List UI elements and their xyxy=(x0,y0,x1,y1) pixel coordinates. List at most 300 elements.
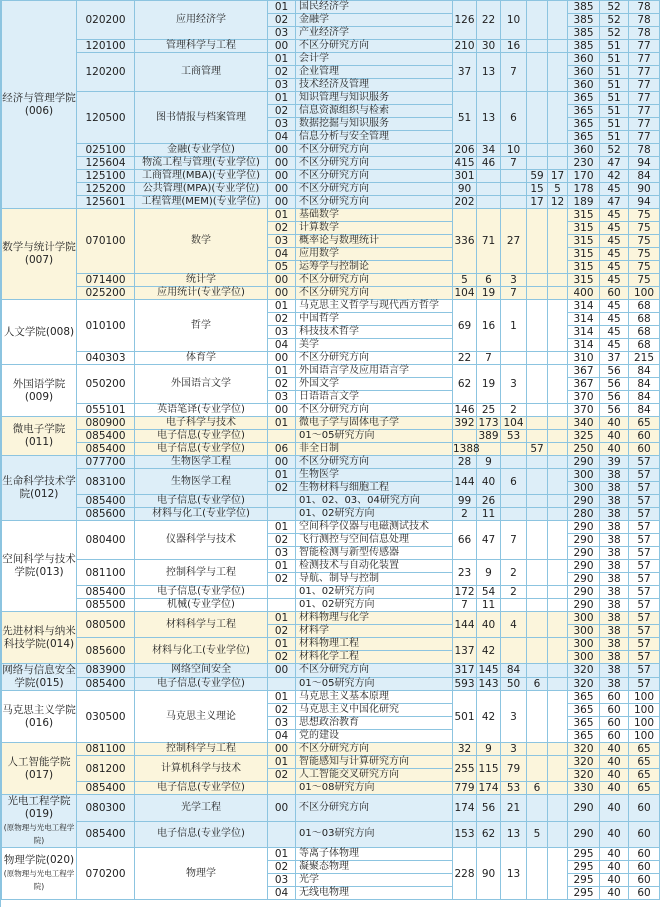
score-total: 385 xyxy=(568,1,600,14)
department-cell xyxy=(2,664,77,691)
score-major: 100 xyxy=(629,287,660,300)
count-cell xyxy=(527,756,548,782)
table-row xyxy=(2,274,660,287)
count-cell: 210 xyxy=(454,40,475,52)
score-public: 38 xyxy=(600,547,629,560)
direction-name: 党的建设 xyxy=(296,730,453,743)
count-cell: 19 xyxy=(477,287,501,300)
direction-code xyxy=(268,599,296,612)
direction-code: 01 xyxy=(268,756,296,769)
count-cell: 13 xyxy=(501,848,527,900)
score-total: 365 xyxy=(568,691,600,704)
count-cell: 2 xyxy=(501,586,527,599)
count-cell xyxy=(548,795,568,822)
score-total: 367 xyxy=(568,378,600,391)
direction-code: 05 xyxy=(268,261,296,274)
major-name: 外国语言文学 xyxy=(135,365,268,404)
score-total: 365 xyxy=(568,105,600,118)
direction-name: 人工智能交叉研究方向 xyxy=(296,769,453,782)
major-name: 电子信息(专业学位) xyxy=(135,443,268,456)
count-cell xyxy=(501,508,527,521)
score-public: 40 xyxy=(600,821,629,848)
major-name: 英语笔译(专业学位) xyxy=(135,404,268,417)
major-code: 077700 xyxy=(77,456,135,469)
direction-name: 01～05研究方向 xyxy=(296,677,453,691)
major-code: 085400 xyxy=(77,443,135,456)
count-cell: 5 xyxy=(453,274,477,287)
score-public: 51 xyxy=(600,66,629,79)
direction-name: 马克思主义中国化研究 xyxy=(296,704,453,717)
count-cell xyxy=(527,469,548,495)
score-major: 68 xyxy=(629,339,660,352)
department-cell xyxy=(2,417,77,456)
count-cell: 62 xyxy=(453,365,477,404)
direction-code: 02 xyxy=(268,378,296,391)
count-cell xyxy=(527,92,548,144)
score-major: 60 xyxy=(629,874,660,887)
count-cell: 56 xyxy=(477,795,501,822)
count-cell: 3 xyxy=(501,743,527,756)
score-total: 295 xyxy=(568,848,600,861)
table-row xyxy=(2,691,660,704)
direction-name: 产业经济学 xyxy=(296,27,453,40)
count-cell xyxy=(527,848,548,900)
table-row xyxy=(2,782,660,795)
major-code: 085600 xyxy=(77,638,135,664)
count-cell: 104 xyxy=(454,287,475,299)
score-public: 51 xyxy=(600,105,629,118)
department-cell xyxy=(2,456,77,521)
score-public: 47 xyxy=(600,196,629,209)
score-major: 68 xyxy=(629,313,660,326)
direction-name: 01、02研究方向 xyxy=(296,508,453,521)
count-cell xyxy=(527,586,548,599)
count-cell: 389 xyxy=(478,430,499,442)
score-major: 75 xyxy=(629,209,660,222)
count-cell: 3 xyxy=(501,274,527,287)
count-cell: 144 xyxy=(453,469,477,495)
count-cell xyxy=(527,508,548,521)
count-cell: 3 xyxy=(501,691,527,743)
count-cell: 17 xyxy=(548,170,568,183)
count-cell xyxy=(548,599,568,612)
direction-code: 03 xyxy=(268,118,296,131)
count-cell: 53 xyxy=(501,430,527,443)
count-cell: 13 xyxy=(477,92,501,144)
score-total: 250 xyxy=(568,443,600,456)
major-name: 金融(专业学位) xyxy=(135,144,268,157)
score-total: 385 xyxy=(568,14,600,27)
direction-name: 材料化学工程 xyxy=(296,651,453,664)
direction-code: 00 xyxy=(268,196,296,209)
score-major: 77 xyxy=(629,92,660,105)
score-public: 45 xyxy=(600,339,629,352)
direction-name: 不区分研究方向 xyxy=(296,196,453,209)
score-major: 57 xyxy=(629,482,660,495)
count-cell xyxy=(501,495,527,508)
direction-code xyxy=(268,430,296,443)
count-cell xyxy=(548,664,568,678)
direction-name: 企业管理 xyxy=(296,66,453,79)
count-cell: 54 xyxy=(477,586,501,599)
count-cell: 30 xyxy=(477,40,501,53)
count-cell: 7 xyxy=(501,157,527,170)
table-row xyxy=(2,469,660,482)
count-cell xyxy=(501,443,527,456)
score-public: 38 xyxy=(600,677,629,691)
count-cell: 145 xyxy=(478,664,499,677)
count-cell xyxy=(548,92,568,144)
score-major: 57 xyxy=(629,560,660,573)
count-cell xyxy=(548,469,568,495)
score-total: 295 xyxy=(568,861,600,874)
count-cell xyxy=(501,599,527,612)
score-major: 84 xyxy=(629,404,660,417)
direction-code: 00 xyxy=(268,157,296,170)
count-cell: 2 xyxy=(501,560,527,586)
score-major: 57 xyxy=(629,456,660,469)
major-name: 统计学 xyxy=(135,274,268,287)
score-total: 320 xyxy=(568,743,600,756)
table-body xyxy=(2,1,660,900)
score-major: 100 xyxy=(629,691,660,704)
score-major: 57 xyxy=(629,612,660,625)
score-public: 51 xyxy=(600,40,629,53)
direction-name: 不区分研究方向 xyxy=(296,274,453,287)
count-cell xyxy=(527,743,548,756)
table-row xyxy=(2,743,660,756)
major-code: 085500 xyxy=(77,599,135,612)
major-code: 085400 xyxy=(77,495,135,508)
department-cell xyxy=(2,300,77,365)
direction-code: 01 xyxy=(268,300,296,313)
table-row xyxy=(2,287,660,300)
table-row xyxy=(2,300,660,313)
score-public: 60 xyxy=(600,704,629,717)
score-public: 38 xyxy=(600,469,629,482)
count-cell xyxy=(548,586,568,599)
count-cell xyxy=(527,209,548,274)
score-major: 78 xyxy=(629,14,660,27)
department-cell xyxy=(2,691,77,743)
major-code: 085400 xyxy=(77,821,135,848)
count-cell xyxy=(548,144,568,157)
direction-code xyxy=(268,782,296,795)
major-name: 工商管理 xyxy=(135,53,268,92)
count-cell: 255 xyxy=(453,756,477,782)
direction-name: 计算数学 xyxy=(296,222,453,235)
score-major: 57 xyxy=(629,625,660,638)
direction-code: 01 xyxy=(268,521,296,534)
count-cell xyxy=(477,170,501,183)
direction-code: 00 xyxy=(268,352,296,365)
count-cell: 57 xyxy=(527,443,548,456)
major-name: 电子信息(专业学位) xyxy=(135,677,268,691)
direction-name: 等离子体物理 xyxy=(296,848,453,861)
major-code: 120500 xyxy=(77,92,135,144)
count-cell: 19 xyxy=(477,365,501,404)
direction-name: 01、02研究方向 xyxy=(296,599,453,612)
direction-code: 00 xyxy=(268,274,296,287)
major-code: 081100 xyxy=(77,560,135,586)
score-major: 60 xyxy=(629,861,660,874)
major-code: 070100 xyxy=(77,209,135,274)
table-row xyxy=(2,586,660,599)
score-total: 290 xyxy=(568,573,600,586)
count-cell xyxy=(548,274,568,287)
direction-name: 不区分研究方向 xyxy=(296,157,453,170)
direction-code: 01 xyxy=(268,53,296,66)
count-cell: 104 xyxy=(501,417,527,430)
count-cell: 7 xyxy=(501,521,527,560)
major-name: 仪器科学与技术 xyxy=(135,521,268,560)
count-cell: 392 xyxy=(454,417,475,429)
major-code: 085400 xyxy=(77,782,135,795)
score-total: 178 xyxy=(568,183,600,196)
direction-code: 02 xyxy=(268,105,296,118)
count-cell: 779 xyxy=(454,782,475,794)
score-total: 320 xyxy=(568,664,600,678)
table-row xyxy=(2,756,660,769)
count-cell: 9 xyxy=(477,743,501,756)
score-total: 385 xyxy=(568,40,600,53)
direction-name: 思想政治教育 xyxy=(296,717,453,730)
count-cell: 10 xyxy=(501,1,527,40)
major-code: 083100 xyxy=(77,469,135,495)
direction-code: 03 xyxy=(268,547,296,560)
direction-code: 03 xyxy=(268,391,296,404)
major-name: 管理科学与工程 xyxy=(135,40,268,53)
direction-code: 01 xyxy=(268,848,296,861)
major-code: 070200 xyxy=(77,848,135,900)
count-cell: 16 xyxy=(501,40,527,53)
score-public: 45 xyxy=(600,300,629,313)
score-major: 77 xyxy=(629,53,660,66)
score-public: 60 xyxy=(600,691,629,704)
department-name: 人工智能学院(017) xyxy=(7,755,71,781)
score-public: 38 xyxy=(600,612,629,625)
count-cell xyxy=(527,599,548,612)
count-cell: 6 xyxy=(527,677,548,691)
score-public: 40 xyxy=(600,443,629,456)
direction-code: 01 xyxy=(268,469,296,482)
direction-name: 智能感知与计算研究方向 xyxy=(296,756,453,769)
score-total: 315 xyxy=(568,209,600,222)
count-cell xyxy=(548,521,568,560)
score-major: 57 xyxy=(629,573,660,586)
score-total: 300 xyxy=(568,612,600,625)
score-total: 290 xyxy=(568,586,600,599)
direction-code: 03 xyxy=(268,874,296,887)
count-cell xyxy=(548,756,568,782)
score-total: 290 xyxy=(568,547,600,560)
direction-name: 飞行测控与空间信息处理 xyxy=(296,534,453,547)
major-name: 电子信息(专业学位) xyxy=(135,430,268,443)
direction-name: 非全日制 xyxy=(296,443,453,456)
score-total: 295 xyxy=(568,874,600,887)
major-name: 电子信息(专业学位) xyxy=(135,586,268,599)
direction-name: 马克思主义基本原理 xyxy=(296,691,453,704)
count-cell: 126 xyxy=(453,1,477,40)
table-row xyxy=(2,638,660,651)
count-cell xyxy=(501,170,527,183)
table-row xyxy=(2,795,660,822)
table-row xyxy=(2,92,660,105)
score-major: 75 xyxy=(629,261,660,274)
direction-code: 01 xyxy=(268,560,296,573)
count-cell: 146 xyxy=(454,404,475,416)
major-code: 055101 xyxy=(77,404,135,417)
count-cell: 115 xyxy=(477,756,501,782)
score-public: 51 xyxy=(600,131,629,144)
direction-code: 02 xyxy=(268,704,296,717)
major-name: 计算机科学与技术 xyxy=(135,756,268,782)
direction-code: 02 xyxy=(268,66,296,79)
score-public: 45 xyxy=(600,313,629,326)
score-public: 38 xyxy=(600,599,629,612)
count-cell: 501 xyxy=(453,691,477,743)
score-total: 320 xyxy=(568,677,600,691)
direction-code xyxy=(268,821,296,848)
direction-name: 不区分研究方向 xyxy=(296,456,453,469)
direction-name: 概率论与数理统计 xyxy=(296,235,453,248)
direction-code xyxy=(268,586,296,599)
direction-code: 01 xyxy=(268,691,296,704)
count-cell: 11 xyxy=(477,599,501,612)
direction-code: 02 xyxy=(268,534,296,547)
score-major: 57 xyxy=(629,469,660,482)
score-public: 40 xyxy=(600,795,629,822)
count-cell xyxy=(527,456,548,469)
count-cell xyxy=(548,157,568,170)
direction-name: 基础数学 xyxy=(296,209,453,222)
score-public: 52 xyxy=(600,27,629,40)
count-cell: 137 xyxy=(453,638,477,664)
score-major: 65 xyxy=(629,743,660,756)
score-public: 45 xyxy=(600,183,629,196)
score-public: 38 xyxy=(600,521,629,534)
direction-code: 00 xyxy=(268,144,296,157)
major-code: 080400 xyxy=(77,521,135,560)
direction-code: 01 xyxy=(268,417,296,430)
count-cell: 6 xyxy=(527,782,548,795)
direction-name: 不区分研究方向 xyxy=(296,795,453,822)
count-cell xyxy=(548,677,568,691)
count-cell: 37 xyxy=(453,53,477,92)
score-major: 77 xyxy=(629,79,660,92)
count-cell: 25 xyxy=(477,404,501,417)
count-cell: 17 xyxy=(527,196,548,209)
score-public: 45 xyxy=(600,326,629,339)
direction-name: 不区分研究方向 xyxy=(296,743,453,756)
count-cell xyxy=(548,821,568,848)
count-cell: 206 xyxy=(454,144,475,156)
score-public: 38 xyxy=(600,625,629,638)
count-cell: 2 xyxy=(453,508,477,521)
score-major: 57 xyxy=(629,599,660,612)
score-total: 320 xyxy=(568,769,600,782)
count-cell: 6 xyxy=(501,469,527,495)
department-note: (原物理与光电工程学院) xyxy=(3,823,75,845)
major-name: 数学 xyxy=(135,209,268,274)
score-major: 60 xyxy=(629,848,660,861)
direction-code: 03 xyxy=(268,717,296,730)
score-public: 52 xyxy=(600,14,629,27)
direction-code: 02 xyxy=(268,14,296,27)
score-total: 290 xyxy=(568,456,600,469)
direction-code: 02 xyxy=(268,651,296,664)
score-public: 38 xyxy=(600,482,629,495)
count-cell: 90 xyxy=(453,183,477,196)
score-major: 100 xyxy=(629,704,660,717)
major-code: 081200 xyxy=(77,756,135,782)
direction-code: 01 xyxy=(268,612,296,625)
score-major: 78 xyxy=(629,27,660,40)
count-cell xyxy=(527,157,548,170)
major-code: 020200 xyxy=(77,1,135,40)
count-cell xyxy=(453,430,477,443)
score-public: 60 xyxy=(600,717,629,730)
score-total: 365 xyxy=(568,704,600,717)
direction-code: 02 xyxy=(268,861,296,874)
major-code: 025200 xyxy=(77,287,135,300)
direction-code: 01 xyxy=(268,365,296,378)
major-name: 公共管理(MPA)(专业学位) xyxy=(135,183,268,196)
score-public: 40 xyxy=(600,769,629,782)
direction-name: 马克思主义哲学与现代西方哲学 xyxy=(296,300,453,313)
count-cell xyxy=(477,183,501,196)
department-cell xyxy=(2,209,77,300)
score-total: 365 xyxy=(568,92,600,105)
major-code: 080500 xyxy=(77,612,135,638)
direction-code: 00 xyxy=(268,795,296,822)
major-name: 控制科学与工程 xyxy=(135,743,268,756)
major-code: 125200 xyxy=(77,183,135,196)
score-public: 38 xyxy=(600,664,629,678)
score-major: 60 xyxy=(629,795,660,822)
table-row xyxy=(2,430,660,443)
direction-code: 01 xyxy=(268,92,296,105)
score-major: 84 xyxy=(629,365,660,378)
major-name: 物理学 xyxy=(135,848,268,900)
count-cell xyxy=(548,782,568,795)
count-cell xyxy=(501,183,527,196)
count-cell: 7 xyxy=(501,53,527,92)
major-name: 网络空间安全 xyxy=(135,664,268,678)
score-major: 84 xyxy=(629,170,660,183)
score-total: 314 xyxy=(568,300,600,313)
count-cell xyxy=(527,300,548,352)
major-code: 010100 xyxy=(77,300,135,352)
count-cell: 32 xyxy=(453,743,477,756)
score-major: 77 xyxy=(629,40,660,53)
count-cell: 16 xyxy=(477,300,501,352)
score-major: 57 xyxy=(629,586,660,599)
score-total: 315 xyxy=(568,248,600,261)
table-row xyxy=(2,352,660,365)
major-name: 材料与化工(专业学位) xyxy=(135,508,268,521)
table-row xyxy=(2,521,660,534)
score-major: 215 xyxy=(629,352,660,365)
count-cell xyxy=(527,1,548,40)
direction-name: 不区分研究方向 xyxy=(296,664,453,678)
table-row xyxy=(2,848,660,861)
score-major: 100 xyxy=(629,717,660,730)
major-code: 040303 xyxy=(77,352,135,365)
count-cell xyxy=(501,196,527,209)
score-total: 290 xyxy=(568,599,600,612)
count-cell: 10 xyxy=(501,144,527,157)
